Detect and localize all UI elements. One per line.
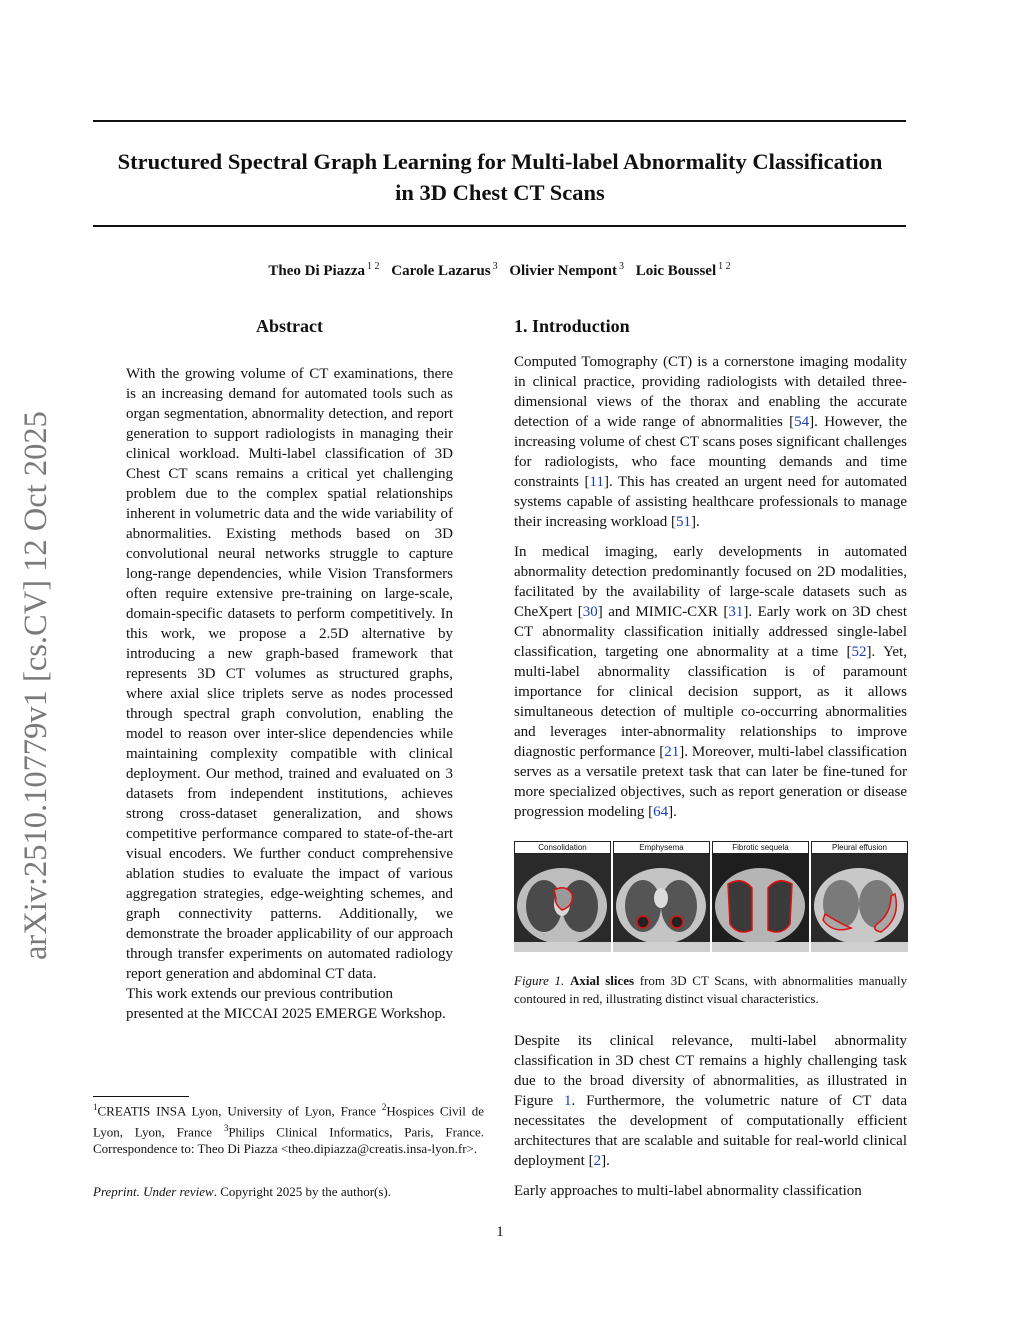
author: Loic Boussel $^{1 2}$ xyxy=(635,261,731,279)
page-number: 1 xyxy=(496,1224,504,1240)
intro-paragraph-4: Early approaches to multi-label abnormality classification xyxy=(514,1183,862,1199)
abstract-body: With the growing volume of CT examinations, there is an increasing demand for automated tools such as organ segmentation, abnormality detection, and report generation to support radiologists in managing their clinical workload. Multi-label classification of 3D Chest CT scans remains a critical yet challenging problem due to the complex spatial relationships inherent in volumetric data and the wide variability of abnormalities. Existing methods based on 3D convolutional neural networks struggle to capture long-range dependencies, while Vision Transformers often require extensive pre-training on large-scale, domain-specific datasets to perform competitively. In this work, we propose a 2.5D alternative by introducing a new graph-based framework that represents 3D CT volumes as structured graphs, where axial slice triplets serve as nodes processed through spectral graph convolution, enabling the model to reason over inter-slice dependencies while maintaining complexity compatible with clinical deployment. Our method, trained and evaluated on 3 datasets from independent institutions, achieves strong cross-dataset generalization, and shows competitive performance compared to state-of-the-art visual encoders. We further conduct comprehensive ablation studies to evaluate the impact of various aggregation strategies, edge-weighting schemes, and graph connectivity patterns. Additionally, we demonstrate the broader applicability of our approach through transfer experiments on automated radiology report generation and abdominal CT data. xyxy=(126,366,453,982)
introduction-heading: 1. Introduction xyxy=(514,316,630,336)
footnote-rule xyxy=(93,1096,189,1097)
arxiv-identifier-stamp: arXiv:2510.10779v1 [cs.CV] 12 Oct 2025 xyxy=(18,411,54,960)
figure-reference-link[interactable]: 1 xyxy=(564,1093,572,1109)
abstract-heading: Abstract xyxy=(256,316,323,336)
intro-paragraph-1: Computed Tomography (CT) is a cornerstone imaging modality in clinical practice, providing radiologists with detailed three-dimensional views of the thorax and enabling the accurate detection of a wide range of abnormalities [54]. However, the increasing volume of chest CT scans poses significant challenges for radiologists, who face mounting demands and time constraints [11]. This has created an urgent need for automated systems capable of assisting healthcare professionals to manage their increasing workload [51]. xyxy=(514,354,908,530)
figure-panel-emphysema xyxy=(613,841,710,951)
paper-title xyxy=(90,146,910,208)
title-bottom-rule xyxy=(93,225,906,227)
citation-link[interactable]: 31 xyxy=(728,604,744,620)
ct-slice-image xyxy=(712,854,809,952)
affiliation-footnotes: $^1$CREATIS INSA Lyon, University of Lyon, France $^2$Hospices Civil de Lyon, Lyon, France $^3$Philips Clinical Informatics, Paris, France. Correspondence to: Theo Di Piazza <theo.dipiazza@creatis.insa-lyon.fr>. xyxy=(93,1102,484,1156)
author: Carole Lazarus $^3$ xyxy=(391,261,498,279)
panel-label: Emphysema xyxy=(613,841,710,854)
citation-link[interactable]: 64 xyxy=(653,804,669,820)
abstract-note: This work extends our previous contribution presented at the MICCAI 2025 EMERGE Workshop. xyxy=(126,986,446,1022)
citation-link[interactable]: 2 xyxy=(593,1153,602,1169)
title-line-1: Structured Spectral Graph Learning for Multi-label Abnormality Classification xyxy=(117,149,883,174)
figure-panel-fibrotic-sequela xyxy=(712,841,809,951)
citation-link[interactable]: 52 xyxy=(851,644,867,660)
citation-link[interactable]: 11 xyxy=(589,474,604,490)
title-line-2: in 3D Chest CT Scans xyxy=(395,180,605,205)
figure-1 xyxy=(514,841,907,953)
panel-label: Fibrotic sequela xyxy=(712,841,809,854)
author-list xyxy=(93,261,906,280)
author: Theo Di Piazza $^{1 2}$ xyxy=(268,261,380,279)
citation-link[interactable]: 21 xyxy=(664,744,680,760)
preprint-notice: Preprint. Under review. Copyright 2025 by the author(s). xyxy=(93,1184,392,1199)
citation-link[interactable]: 54 xyxy=(794,414,810,430)
ct-slice-image xyxy=(811,854,908,952)
panel-label: Consolidation xyxy=(514,841,611,854)
title-top-rule xyxy=(93,120,906,122)
figure-1-caption: Figure 1. Axial slices from 3D CT Scans, with abnormalities manually contoured in red, illustrating distinct visual characteristics. xyxy=(514,973,908,1006)
figure-panel-consolidation xyxy=(514,841,611,951)
ct-slice-image xyxy=(613,854,710,952)
citation-link[interactable]: 51 xyxy=(676,514,692,530)
ct-slice-image xyxy=(514,854,611,952)
panel-label: Pleural effusion xyxy=(811,841,908,854)
citation-link[interactable]: 30 xyxy=(582,604,598,620)
author: Olivier Nempont $^3$ xyxy=(509,261,624,279)
intro-paragraph-2: In medical imaging, early developments in automated abnormality detection predominantly focused on 2D modalities, facilitated by the availability of large-scale datasets such as CheXpert [30] and MIMIC-CXR [31]. Early work on 3D chest CT abnormality classification initially addressed single-label classification, targeting one abnormality at a time [52]. Yet, multi-label abnormality classification is of paramount importance for clinical decision support, as it allows simultaneous detection of multiple co-occurring abnormalities and leverages inter-abnormality relationships to improve diagnostic performance [21]. Moreover, multi-label classification serves as a versatile pretext task that can later be fine-tuned for more specialized objectives, such as report generation or disease progression modeling [64]. xyxy=(514,544,907,820)
abstract-section xyxy=(126,316,453,1024)
intro-paragraph-3: Despite its clinical relevance, multi-label abnormality classification in 3D chest CT remains a highly challenging task due to the broad diversity of abnormalities, as illustrated in Figure 1. Furthermore, the volumetric nature of CT data necessitates the development of computationally efficient architectures that are scalable and suitable for real-world clinical deployment [2]. xyxy=(514,1033,907,1169)
introduction-section xyxy=(514,316,907,822)
figure-panel-pleural-effusion xyxy=(811,841,908,951)
